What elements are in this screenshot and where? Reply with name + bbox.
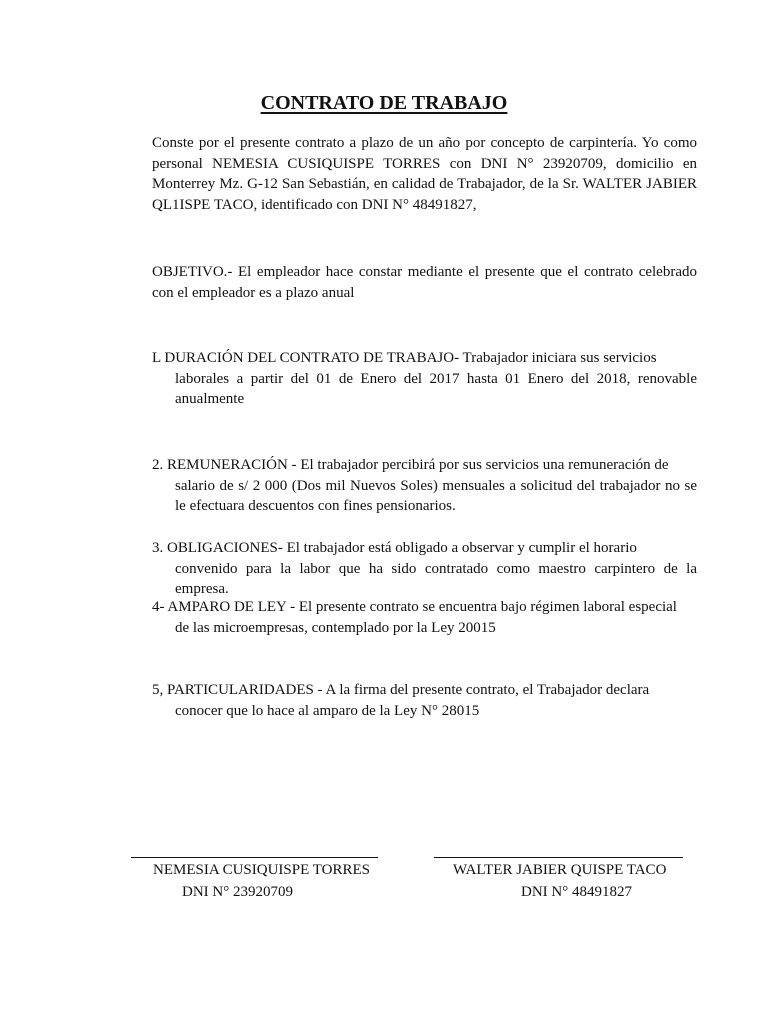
signer-dni: DNI N° 23920709 [182,884,293,900]
signer-name: WALTER JABIER QUISPE TACO [453,862,667,878]
clause-body: salario de s/ 2 000 (Dos mil Nuevos Soles) mensuales a solicitud del trabajador no se le efectuara descuentos con fines pensionarios. [175,477,697,514]
clause-heading: 2. REMUNERACIÓN - El trabajador percibirá por sus servicios una remuneración de [152,457,669,473]
clause-body: laborales a partir del 01 de Enero del 2017 hasta 01 Enero del 2018, renovable anualmente [175,370,697,407]
clause-obligaciones [152,538,697,600]
signature-left [153,859,370,903]
clause-body: convenido para la labor que ha sido contratado como maestro carpintero de la empresa. [175,560,697,597]
clause-heading: L DURACIÓN DEL CONTRATO DE TRABAJO- Trabajador iniciara sus servicios [152,350,657,366]
clause-heading: 4- AMPARO DE LEY - El presente contrato se encuentra bajo régimen laboral especial [152,599,677,615]
signature-right [453,859,673,903]
signature-line-left [131,857,378,858]
clause-duracion [152,348,697,410]
document-title [0,91,768,115]
clause-remuneracion [152,455,697,517]
clause-heading: 3. OBLIGACIONES- El trabajador está obligado a observar y cumplir el horario [152,540,637,556]
clause-heading: 5, PARTICULARIDADES - A la firma del presente contrato, el Trabajador declara [152,682,650,698]
signer-name: NEMESIA CUSIQUISPE TORRES [153,862,370,878]
clause-body: conocer que lo hace al amparo de la Ley N° 28015 [175,702,480,719]
signer-dni: DNI N° 48491827 [521,884,632,900]
signature-line-right [434,857,683,858]
title-text: CONTRATO DE TRABAJO [260,92,508,114]
clause-body: de las microempresas, contemplado por la Ley 20015 [175,619,496,636]
clause-amparo [152,597,697,638]
intro-paragraph: Conste por el presente contrato a plazo de un año por concepto de carpintería. Yo como personal NEMESIA CUSIQUISPE TORRES con DNI N° 23920709, domicilio en Monterrey Mz. G-12 San Sebastián, en calidad de Trabajador, de la Sr. WALTER JABIER QL1ISPE TACO, identificado con DNI N° 48491827, [152,135,697,213]
objetivo-paragraph: OBJETIVO.- El empleador hace constar mediante el presente que el contrato celebrado con el empleador es a plazo anual [152,264,697,301]
clause-particularidades [152,680,697,721]
